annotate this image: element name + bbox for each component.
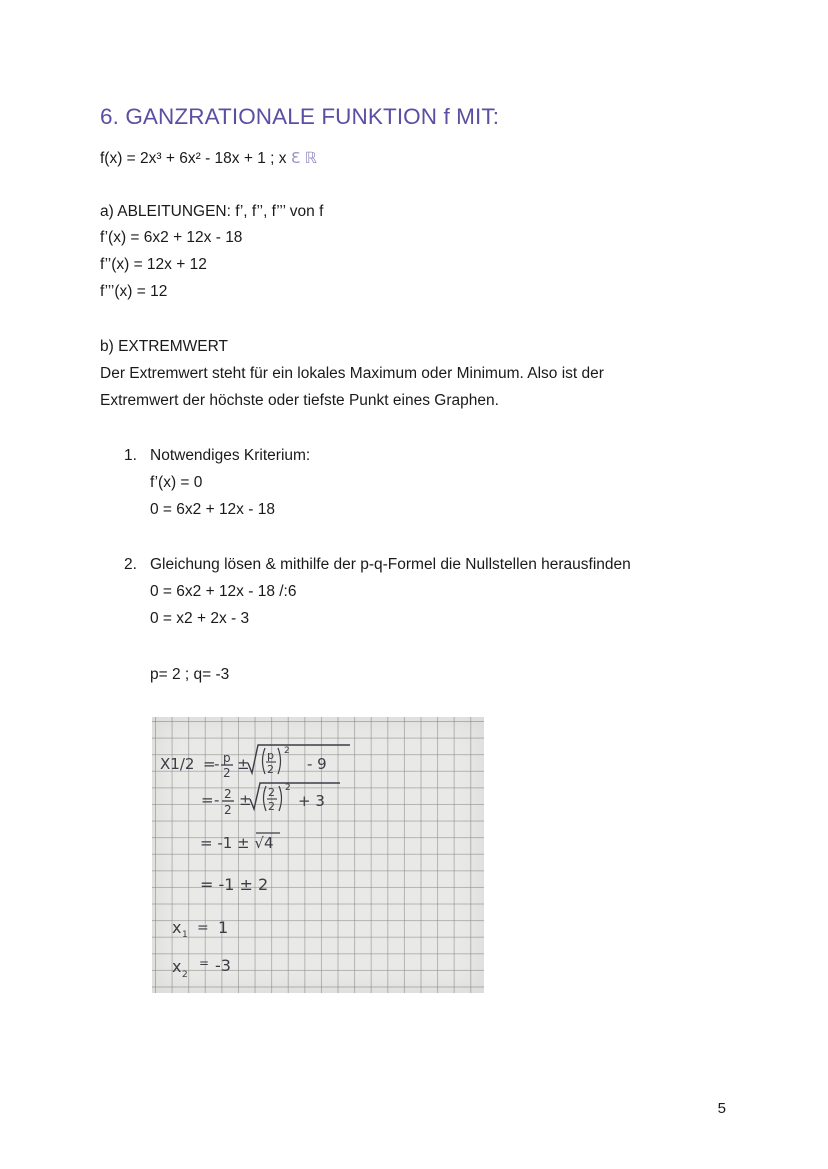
hw-row1-rad-num: p: [267, 749, 274, 762]
section-title: 6. GANZRATIONALE FUNKTION f MIT:: [100, 104, 500, 129]
hw-x2-equals: =: [199, 956, 210, 970]
hw-x1-equals: =: [197, 920, 209, 936]
hw-row4: = -1 ± 2: [200, 875, 269, 894]
function-definition: [100, 148, 317, 169]
hw-row1-frac-den: 2: [223, 766, 231, 780]
hw-row1-exponent: 2: [284, 746, 290, 756]
part-b-heading: b) EXTREMWERT: [100, 338, 229, 355]
hw-row1-minus: -: [214, 755, 220, 773]
hw-row2-minus: -: [214, 791, 220, 809]
hw-x12-label: X1/2: [160, 755, 195, 773]
hw-x1-value: 1: [218, 918, 229, 937]
function-definition-text: f(x) = 2x³ + 6x² - 18x + 1 ; x: [100, 150, 291, 167]
step-1-title: Notwendiges Kriterium:: [150, 447, 311, 464]
handwritten-pq-formula-photo: [152, 717, 484, 993]
hw-row2-frac-den: 2: [224, 803, 232, 817]
hw-row2-exponent: 2: [285, 783, 291, 793]
hw-x1-var: x: [172, 918, 182, 937]
second-derivative: f’’(x) = 12x + 12: [100, 256, 207, 273]
hw-x2-var: x: [172, 957, 182, 976]
step-1-number: 1.: [124, 447, 137, 464]
hw-row1-rad-den: 2: [267, 763, 274, 776]
hw-row2-rad-num: 2: [268, 786, 275, 799]
part-b-paragraph-line-1: Der Extremwert steht für ein lokales Maximum oder Minimum. Also ist der: [100, 365, 604, 382]
reals-symbol: ℝ: [304, 149, 317, 167]
handwritten-calculation: [152, 717, 484, 993]
hw-row1-rad-tail: - 9: [307, 755, 327, 773]
part-b-paragraph-line-2: Extremwert der höchste oder tiefste Punkt eines Graphen.: [100, 392, 499, 409]
page-number: 5: [717, 1100, 726, 1117]
hw-row1-frac-num: p: [223, 751, 231, 765]
third-derivative: f’’’(x) = 12: [100, 283, 168, 300]
hw-row2-rad-den: 2: [268, 800, 275, 813]
step-1-line-2: 0 = 6x2 + 12x - 18: [150, 501, 275, 518]
hw-row2-plus-minus: ±: [239, 791, 252, 809]
hw-x1-sub: 1: [182, 930, 188, 940]
hw-x2-sub: 2: [182, 970, 188, 980]
pq-values: p= 2 ; q= -3: [150, 666, 230, 683]
step-2-number: 2.: [124, 556, 137, 573]
step-2-title: Gleichung lösen & mithilfe der p-q-Formel die Nullstellen herausfinden: [150, 556, 631, 573]
hw-row2-frac-num: 2: [224, 787, 232, 801]
hw-x2-value: -3: [215, 956, 231, 975]
hw-row1-plus-minus: ±: [237, 755, 250, 773]
hw-row1-equals: =: [203, 755, 216, 773]
hw-row2-rad-tail: + 3: [298, 792, 325, 810]
step-2-line-1: 0 = 6x2 + 12x - 18 /:6: [150, 583, 297, 600]
hw-row3: = -1 ± √4: [200, 834, 274, 852]
first-derivative: f’(x) = 6x2 + 12x - 18: [100, 229, 243, 246]
step-1-line-1: f’(x) = 0: [150, 474, 203, 491]
element-of-symbol: Ɛ: [290, 149, 301, 167]
step-2-line-2: 0 = x2 + 2x - 3: [150, 610, 250, 627]
hw-row2-equals: =: [201, 791, 214, 809]
part-a-heading: a) ABLEITUNGEN: f’, f’’, f’’’ von f: [100, 203, 324, 220]
